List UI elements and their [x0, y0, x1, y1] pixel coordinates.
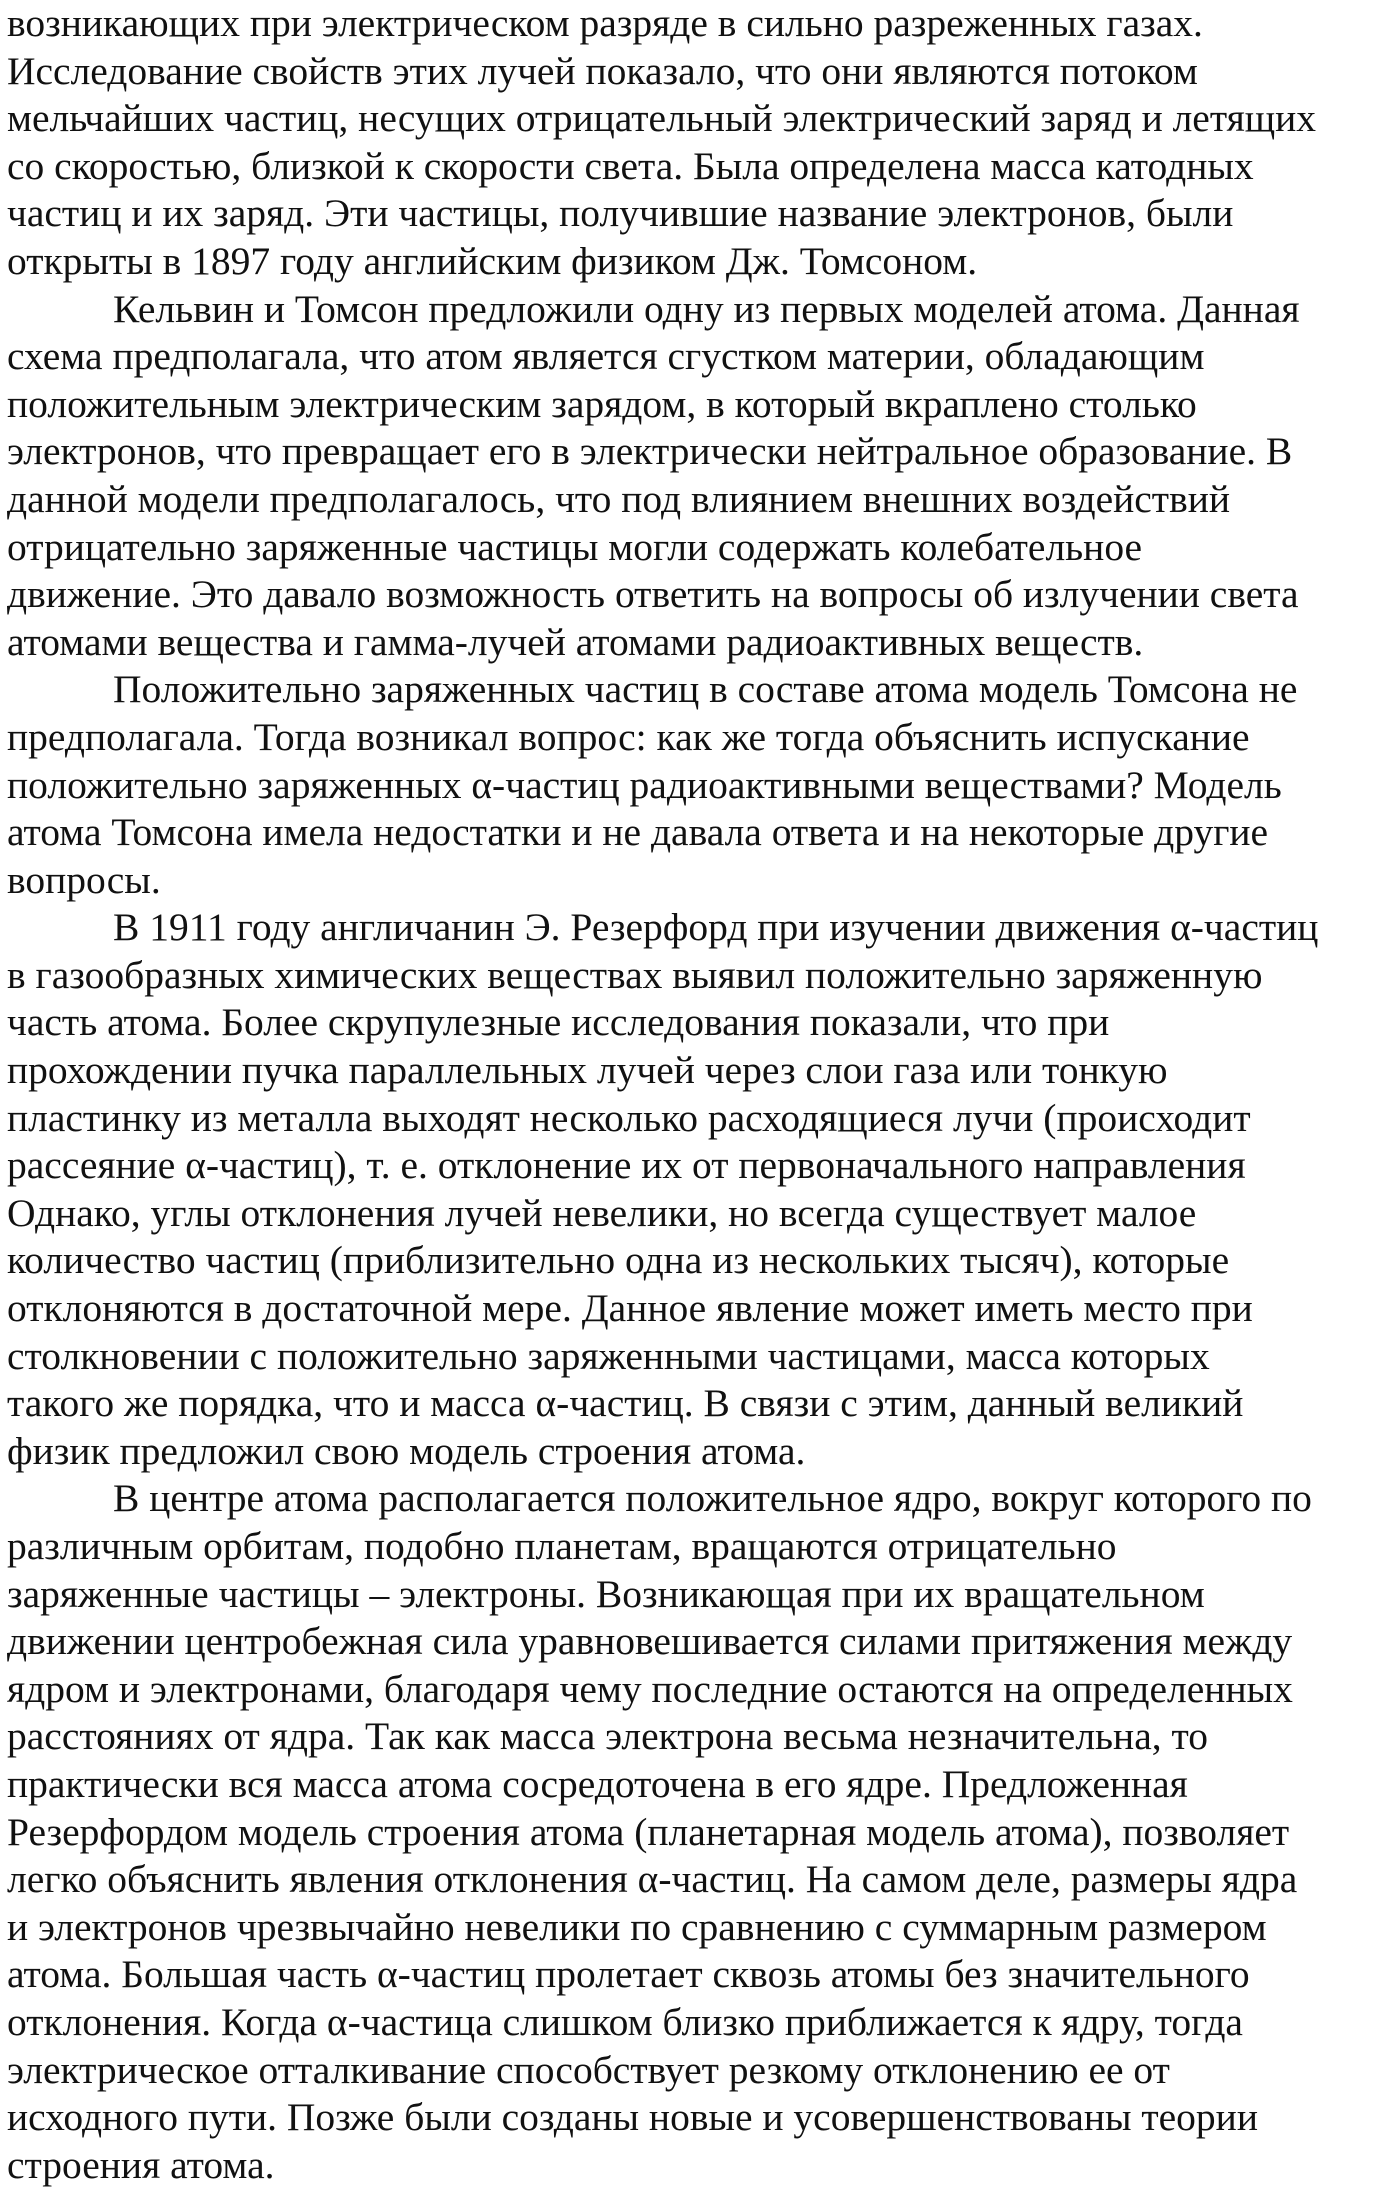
- text-line: со скоростью, близкой к скорости света. Была определена масса катодных: [7, 143, 1254, 188]
- text-line: легко объяснить явления отклонения α-частиц. На самом деле, размеры ядра: [7, 1857, 1298, 1902]
- paragraph: [7, 286, 1388, 667]
- text-line: Кельвин и Томсон предложили одну из первых моделей атома. Данная: [113, 286, 1300, 331]
- text-line: количество частиц (приблизительно одна из нескольких тысяч), которые: [7, 1238, 1230, 1283]
- paragraph: [7, 0, 1388, 286]
- text-line: атома. Большая часть α-частиц пролетает сквозь атомы без значительного: [7, 1952, 1250, 1997]
- text-line: атомами вещества и гамма-лучей атомами радиоактивных веществ.: [7, 619, 1144, 664]
- text-line: рассеяние α-частиц), т. е. отклонение их от первоначального направления: [7, 1143, 1246, 1188]
- text-line: движение. Это давало возможность ответить на вопросы об излучении света: [7, 572, 1299, 617]
- paragraph: [7, 1475, 1388, 2189]
- text-line: предполагала. Тогда возникал вопрос: как же тогда объяснить испускание: [7, 714, 1250, 759]
- text-line: часть атома. Более скрупулезные исследования показали, что при: [7, 1000, 1110, 1045]
- text-line: атома Томсона имела недостатки и не давала ответа и на некоторые другие: [7, 810, 1269, 855]
- text-line: Исследование свойств этих лучей показало, что они являются потоком: [7, 48, 1198, 93]
- text-line: Резерфордом модель строения атома (планетарная модель атома), позволяет: [7, 1809, 1290, 1854]
- text-line: пластинку из металла выходят несколько расходящиеся лучи (происходит: [7, 1095, 1251, 1140]
- text-line: в газообразных химических веществах выявил положительно заряженную: [7, 952, 1263, 997]
- text-line: В 1911 году англичанин Э. Резерфорд при изучении движения α-частиц: [113, 905, 1319, 950]
- text-line: мельчайших частиц, несущих отрицательный электрический заряд и летящих: [7, 96, 1317, 141]
- text-line: Однако, углы отклонения лучей невелики, но всегда существует малое: [7, 1190, 1197, 1235]
- text-line: электрическое отталкивание способствует резкому отклонению ее от: [7, 2047, 1170, 2092]
- text-line: данной модели предполагалось, что под влиянием внешних воздействий: [7, 476, 1230, 521]
- text-line: положительно заряженных α-частиц радиоактивными веществами? Модель: [7, 762, 1282, 807]
- paragraph: [7, 666, 1388, 904]
- paragraph: [7, 904, 1388, 1475]
- text-line: отклонения. Когда α-частица слишком близко приближается к ядру, тогда: [7, 1999, 1243, 2044]
- text-line: такого же порядка, что и масса α-частиц. В связи с этим, данный великий: [7, 1381, 1244, 1426]
- text-line: схема предполагала, что атом является сгустком материи, обладающим: [7, 334, 1205, 379]
- text-line: столкновении с положительно заряженными частицами, масса которых: [7, 1333, 1210, 1378]
- text-line: исходного пути. Позже были созданы новые и усовершенствованы теории: [7, 2095, 1258, 2140]
- text-line: расстояниях от ядра. Так как масса электрона весьма незначительна, то: [7, 1714, 1208, 1759]
- text-line: прохождении пучка параллельных лучей через слои газа или тонкую: [7, 1048, 1168, 1093]
- text-line: различным орбитам, подобно планетам, вращаются отрицательно: [7, 1524, 1117, 1568]
- text-line: движении центробежная сила уравновешивается силами притяжения между: [7, 1619, 1293, 1664]
- text-line: В центре атома располагается положительное ядро, вокруг которого по: [113, 1476, 1312, 1521]
- text-line: возникающих при электрическом разряде в сильно разреженных газах.: [7, 1, 1203, 45]
- text-line: заряженные частицы – электроны. Возникающая при их вращательном: [7, 1571, 1205, 1616]
- text-line: практически вся масса атома сосредоточена в его ядре. Предложенная: [7, 1761, 1188, 1806]
- text-line: вопросы.: [7, 857, 161, 902]
- text-line: физик предложил свою модель строения атома.: [7, 1428, 806, 1473]
- text-line: открыты в 1897 году английским физиком Дж. Томсоном.: [7, 238, 978, 283]
- text-line: отклоняются в достаточной мере. Данное явление может иметь место при: [7, 1286, 1253, 1331]
- text-line: отрицательно заряженные частицы могли содержать колебательное: [7, 524, 1143, 569]
- text-line: положительным электрическим зарядом, в который вкраплено столько: [7, 381, 1197, 426]
- text-line: и электронов чрезвычайно невелики по сравнению с суммарным размером: [7, 1904, 1267, 1949]
- text-line: ядром и электронами, благодаря чему последние остаются на определенных: [7, 1666, 1293, 1711]
- text-line: строения атома.: [7, 2142, 275, 2187]
- text-line: частиц и их заряд. Эти частицы, получившие название электронов, были: [7, 191, 1234, 236]
- text-line: Положительно заряженных частиц в составе атома модель Томсона не: [113, 667, 1298, 712]
- text-line: электронов, что превращает его в электрически нейтральное образование. В: [7, 429, 1293, 474]
